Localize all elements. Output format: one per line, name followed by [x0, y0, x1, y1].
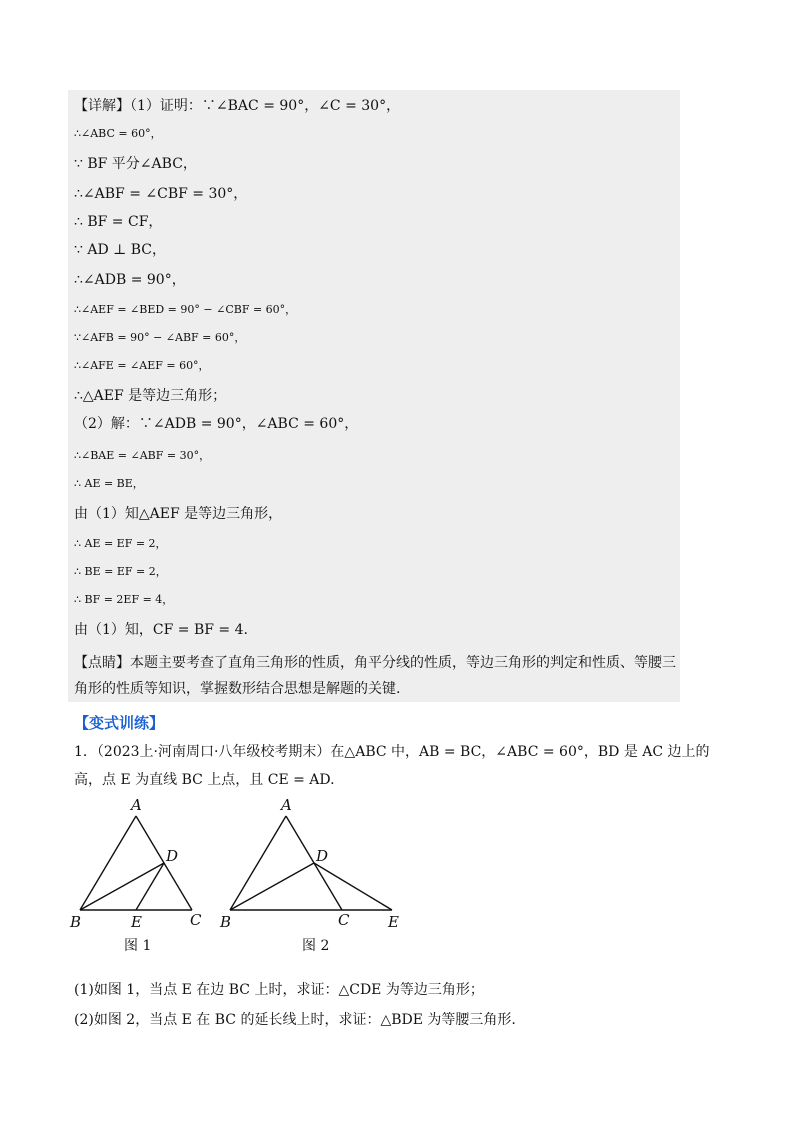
- fig1-label-d: D: [166, 847, 179, 865]
- solution-line-16: ∴ AE = EF = 2，: [74, 537, 167, 550]
- figures: [62, 792, 422, 962]
- fig1-segment-bd: [80, 863, 164, 910]
- solution-line-17: ∴ BE = EF = 2，: [74, 565, 167, 578]
- solution-line-18: ∴ BF = 2EF = 4，: [74, 593, 174, 606]
- solution-line-12: （2）解：∵∠ADB = 90°，∠ABC = 60°，: [74, 416, 359, 432]
- solution-line-15: 由（1）知△AEF 是等边三角形，: [74, 506, 283, 522]
- problem-part-1: (1)如图 1，当点 E 在边 BC 上时，求证：△CDE 为等边三角形；: [74, 982, 484, 998]
- fig2-caption: 图 2: [302, 938, 330, 954]
- fig2-label-d: D: [316, 847, 329, 865]
- fig1-caption: 图 1: [124, 938, 152, 954]
- solution-line-5: ∴ BF = CF，: [74, 214, 163, 230]
- fig1-label-a: A: [131, 796, 142, 814]
- problem-line-2: 高，点 E 为直线 BC 上点，且 CE = AD.: [74, 772, 335, 788]
- fig2-segment-de: [314, 863, 392, 910]
- solution-line-3: ∵ BF 平分∠ABC，: [74, 156, 197, 172]
- solution-line-9: ∵∠AFB = 90° − ∠ABF = 60°，: [74, 331, 246, 344]
- fig1-side-ab: [80, 816, 136, 910]
- fig2-label-c: C: [338, 911, 350, 929]
- problem-part-2: (2)如图 2，当点 E 在 BC 的延长线上时，求证：△BDE 为等腰三角形.: [74, 1012, 516, 1028]
- solution-line-7: ∴∠ADB = 90°，: [74, 272, 186, 288]
- fig2-side-ab: [230, 816, 286, 910]
- solution-line-2: ∴∠ABC = 60°，: [74, 127, 162, 140]
- solution-line-19: 由（1）知，CF = BF = 4.: [74, 622, 248, 638]
- solution-line-13: ∴∠BAE = ∠ABF = 30°，: [74, 449, 211, 462]
- fig2-segment-bd: [230, 863, 314, 910]
- solution-note: 【点睛】本题主要考查了直角三角形的性质，角平分线的性质，等边三角形的判定和性质、等腰三角形的性质等知识，掌握数形结合思想是解题的关键.: [74, 655, 676, 697]
- solution-line-4: ∴∠ABF = ∠CBF = 30°，: [74, 186, 248, 202]
- geometry-figures: [62, 792, 422, 962]
- solution-line-14: ∴ AE = BE，: [74, 477, 144, 490]
- fig1-label-c: C: [190, 911, 202, 929]
- fig2-label-b: B: [220, 913, 232, 931]
- solution-line-1: 【详解】（1）证明：∵∠BAC = 90°，∠C = 30°，: [74, 98, 401, 114]
- solution-line-10: ∴∠AFE = ∠AEF = 60°，: [74, 359, 210, 372]
- problem-line-1: 1．（2023上·河南周口·八年级校考期末）在△ABC 中，AB = BC，∠ABC = 60°，BD 是 AC 边上的: [74, 744, 710, 760]
- practice-heading: 【变式训练】: [74, 714, 165, 732]
- fig2-label-a: A: [281, 796, 292, 814]
- solution-line-11: ∴△AEF 是等边三角形；: [74, 388, 227, 404]
- solution-line-6: ∵ AD ⊥ BC，: [74, 242, 167, 258]
- fig2-label-e: E: [388, 913, 399, 931]
- fig1-label-e: E: [131, 913, 142, 931]
- solution-line-8: ∴∠AEF = ∠BED = 90° − ∠CBF = 60°，: [74, 303, 297, 316]
- figure-2: [230, 816, 392, 910]
- fig1-label-b: B: [70, 913, 82, 931]
